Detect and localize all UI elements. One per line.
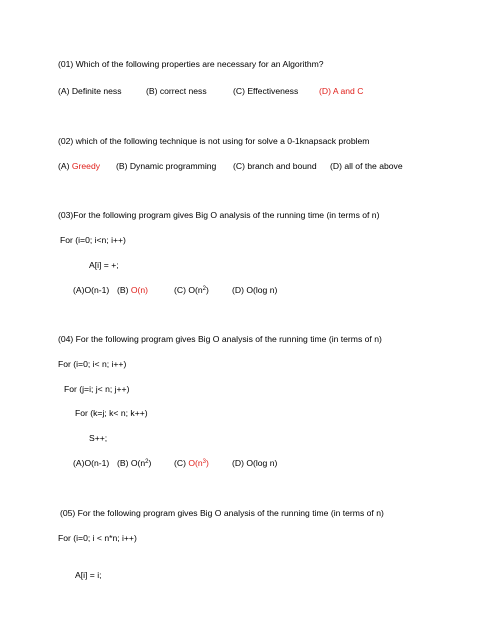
q4-code-line-2: For (j=i; j< n; j++) <box>64 384 130 394</box>
q4-option-c-label: (C) <box>174 458 189 468</box>
q1-option-b: (B) correct ness <box>146 86 207 96</box>
q3-code-line-2: A[i] = +; <box>89 260 119 270</box>
q1-option-d-answer: (D) A and C <box>319 86 364 96</box>
q4-option-a: (A)O(n-1) <box>73 458 110 468</box>
q4-option-d: (D) O(log n) <box>232 458 278 468</box>
q2-option-a-label: (A) <box>58 161 72 171</box>
q3-option-c <box>174 285 209 295</box>
q4-question: (04) For the following program gives Big O analysis of the running time (in terms of n) <box>58 334 382 344</box>
q5-code-line-2: A[i] = i; <box>75 570 102 580</box>
q1-question: (01) Which of the following properties are necessary for an Algorithm? <box>58 59 324 69</box>
q3-option-b <box>117 285 148 295</box>
q4-option-b-base: (B) O(n <box>117 458 146 468</box>
q4-option-c-close: ) <box>206 458 209 468</box>
q1-option-a: (A) Definite ness <box>58 86 122 96</box>
q2-option-b: (B) Dynamic programming <box>116 161 217 171</box>
q3-code-line-1: For (i=0; i<n; i++) <box>60 235 126 245</box>
q4-option-b <box>117 458 151 468</box>
q3-option-c-close: ) <box>206 285 209 295</box>
q3-option-b-label: (B) <box>117 285 131 295</box>
q2-option-c: (C) branch and bound <box>233 161 317 171</box>
q4-code-line-4: S++; <box>89 433 108 443</box>
q5-code-line-1: For (i=0; i < n*n; i++) <box>58 533 137 543</box>
q4-option-c <box>174 458 209 468</box>
q4-code-line-3: For (k=j; k< n; k++) <box>75 408 148 418</box>
q3-option-a: (A)O(n-1) <box>73 285 110 295</box>
q4-option-b-exponent: 2 <box>145 459 149 465</box>
q3-option-c-base: (C) O(n <box>174 285 203 295</box>
q3-option-b-answer: O(n) <box>130 285 149 295</box>
q3-question: (03)For the following program gives Big O analysis of the running time (in terms of n) <box>58 210 380 220</box>
q3-option-c-exponent: 2 <box>202 286 206 292</box>
q4-code-line-1: For (i=0; i< n; i++) <box>58 359 127 369</box>
q4-option-c-answer-base: O(n <box>188 458 203 468</box>
q3-option-d: (D) O(log n) <box>232 285 278 295</box>
q5-question: (05) For the following program gives Big O analysis of the running time (in terms of n) <box>60 508 384 518</box>
q2-option-d: (D) all of the above <box>330 161 403 171</box>
q1-option-c: (C) Effectiveness <box>233 86 299 96</box>
q4-option-b-close: ) <box>148 458 152 468</box>
q4-option-c-exponent: 3 <box>202 459 206 465</box>
q2-option-a-answer: Greedy <box>71 161 101 171</box>
q2-option-a <box>58 161 100 171</box>
q2-question: (02) which of the following technique is not using for solve a 0-1knapsack problem <box>58 136 370 146</box>
